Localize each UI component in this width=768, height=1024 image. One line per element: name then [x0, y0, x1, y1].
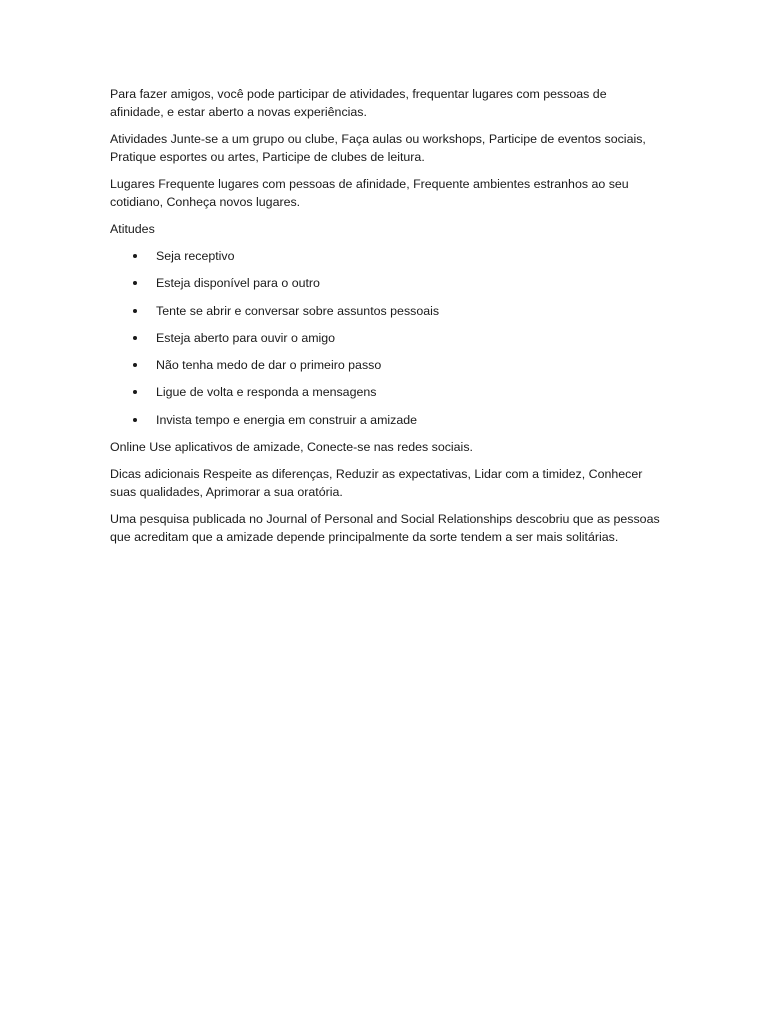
- pesquisa-paragraph: Uma pesquisa publicada no Journal of Personal and Social Relationships descobriu que as pessoas que acreditam que a amizade depende principalmente da sorte tendem a ser mais solitárias.: [110, 512, 660, 545]
- document-body: [110, 85, 662, 555]
- bullet-icon: [133, 336, 137, 340]
- list-item: [110, 383, 662, 401]
- intro-paragraph: Para fazer amigos, você pode participar de atividades, frequentar lugares com pessoas de afinidade, e estar aberto a novas experiências.: [110, 87, 607, 119]
- list-item: [110, 411, 662, 429]
- bullet-icon: [133, 281, 137, 285]
- list-item-text: Não tenha medo de dar o primeiro passo: [156, 358, 382, 373]
- lugares-paragraph: Lugares Frequente lugares com pessoas de afinidade, Frequente ambientes estranhos ao seu cotidiano, Conheça novos lugares.: [110, 177, 629, 209]
- atitudes-heading: Atitudes: [110, 222, 155, 236]
- bullet-icon: [133, 309, 137, 313]
- dicas-paragraph: Dicas adicionais Respeite as diferenças, Reduzir as expectativas, Lidar com a timidez, Conhecer suas qualidades, Aprimorar a sua oratória.: [110, 467, 643, 500]
- atitudes-list: [110, 247, 662, 429]
- list-item-text: Tente se abrir e conversar sobre assuntos pessoais: [156, 303, 440, 318]
- online-paragraph: Online Use aplicativos de amizade, Conecte-se nas redes sociais.: [110, 440, 473, 455]
- bullet-icon: [133, 363, 137, 367]
- bullet-icon: [133, 418, 137, 422]
- bullet-icon: [133, 390, 137, 394]
- list-item-text: Invista tempo e energia em construir a amizade: [156, 412, 418, 427]
- list-item-text: Esteja aberto para ouvir o amigo: [156, 330, 336, 345]
- list-item: [110, 329, 662, 347]
- list-item: [110, 302, 662, 320]
- list-item-text: Seja receptivo: [156, 249, 235, 263]
- list-item-text: Esteja disponível para o outro: [156, 276, 320, 291]
- list-item: [110, 356, 662, 374]
- bullet-icon: [133, 254, 137, 258]
- atividades-paragraph: Atividades Junte-se a um grupo ou clube, Faça aulas ou workshops, Participe de eventos sociais, Pratique esportes ou artes, Participe de clubes de leitura.: [110, 132, 646, 164]
- list-item: [110, 274, 662, 292]
- list-item-text: Ligue de volta e responda a mensagens: [156, 385, 377, 400]
- list-item: [110, 247, 662, 265]
